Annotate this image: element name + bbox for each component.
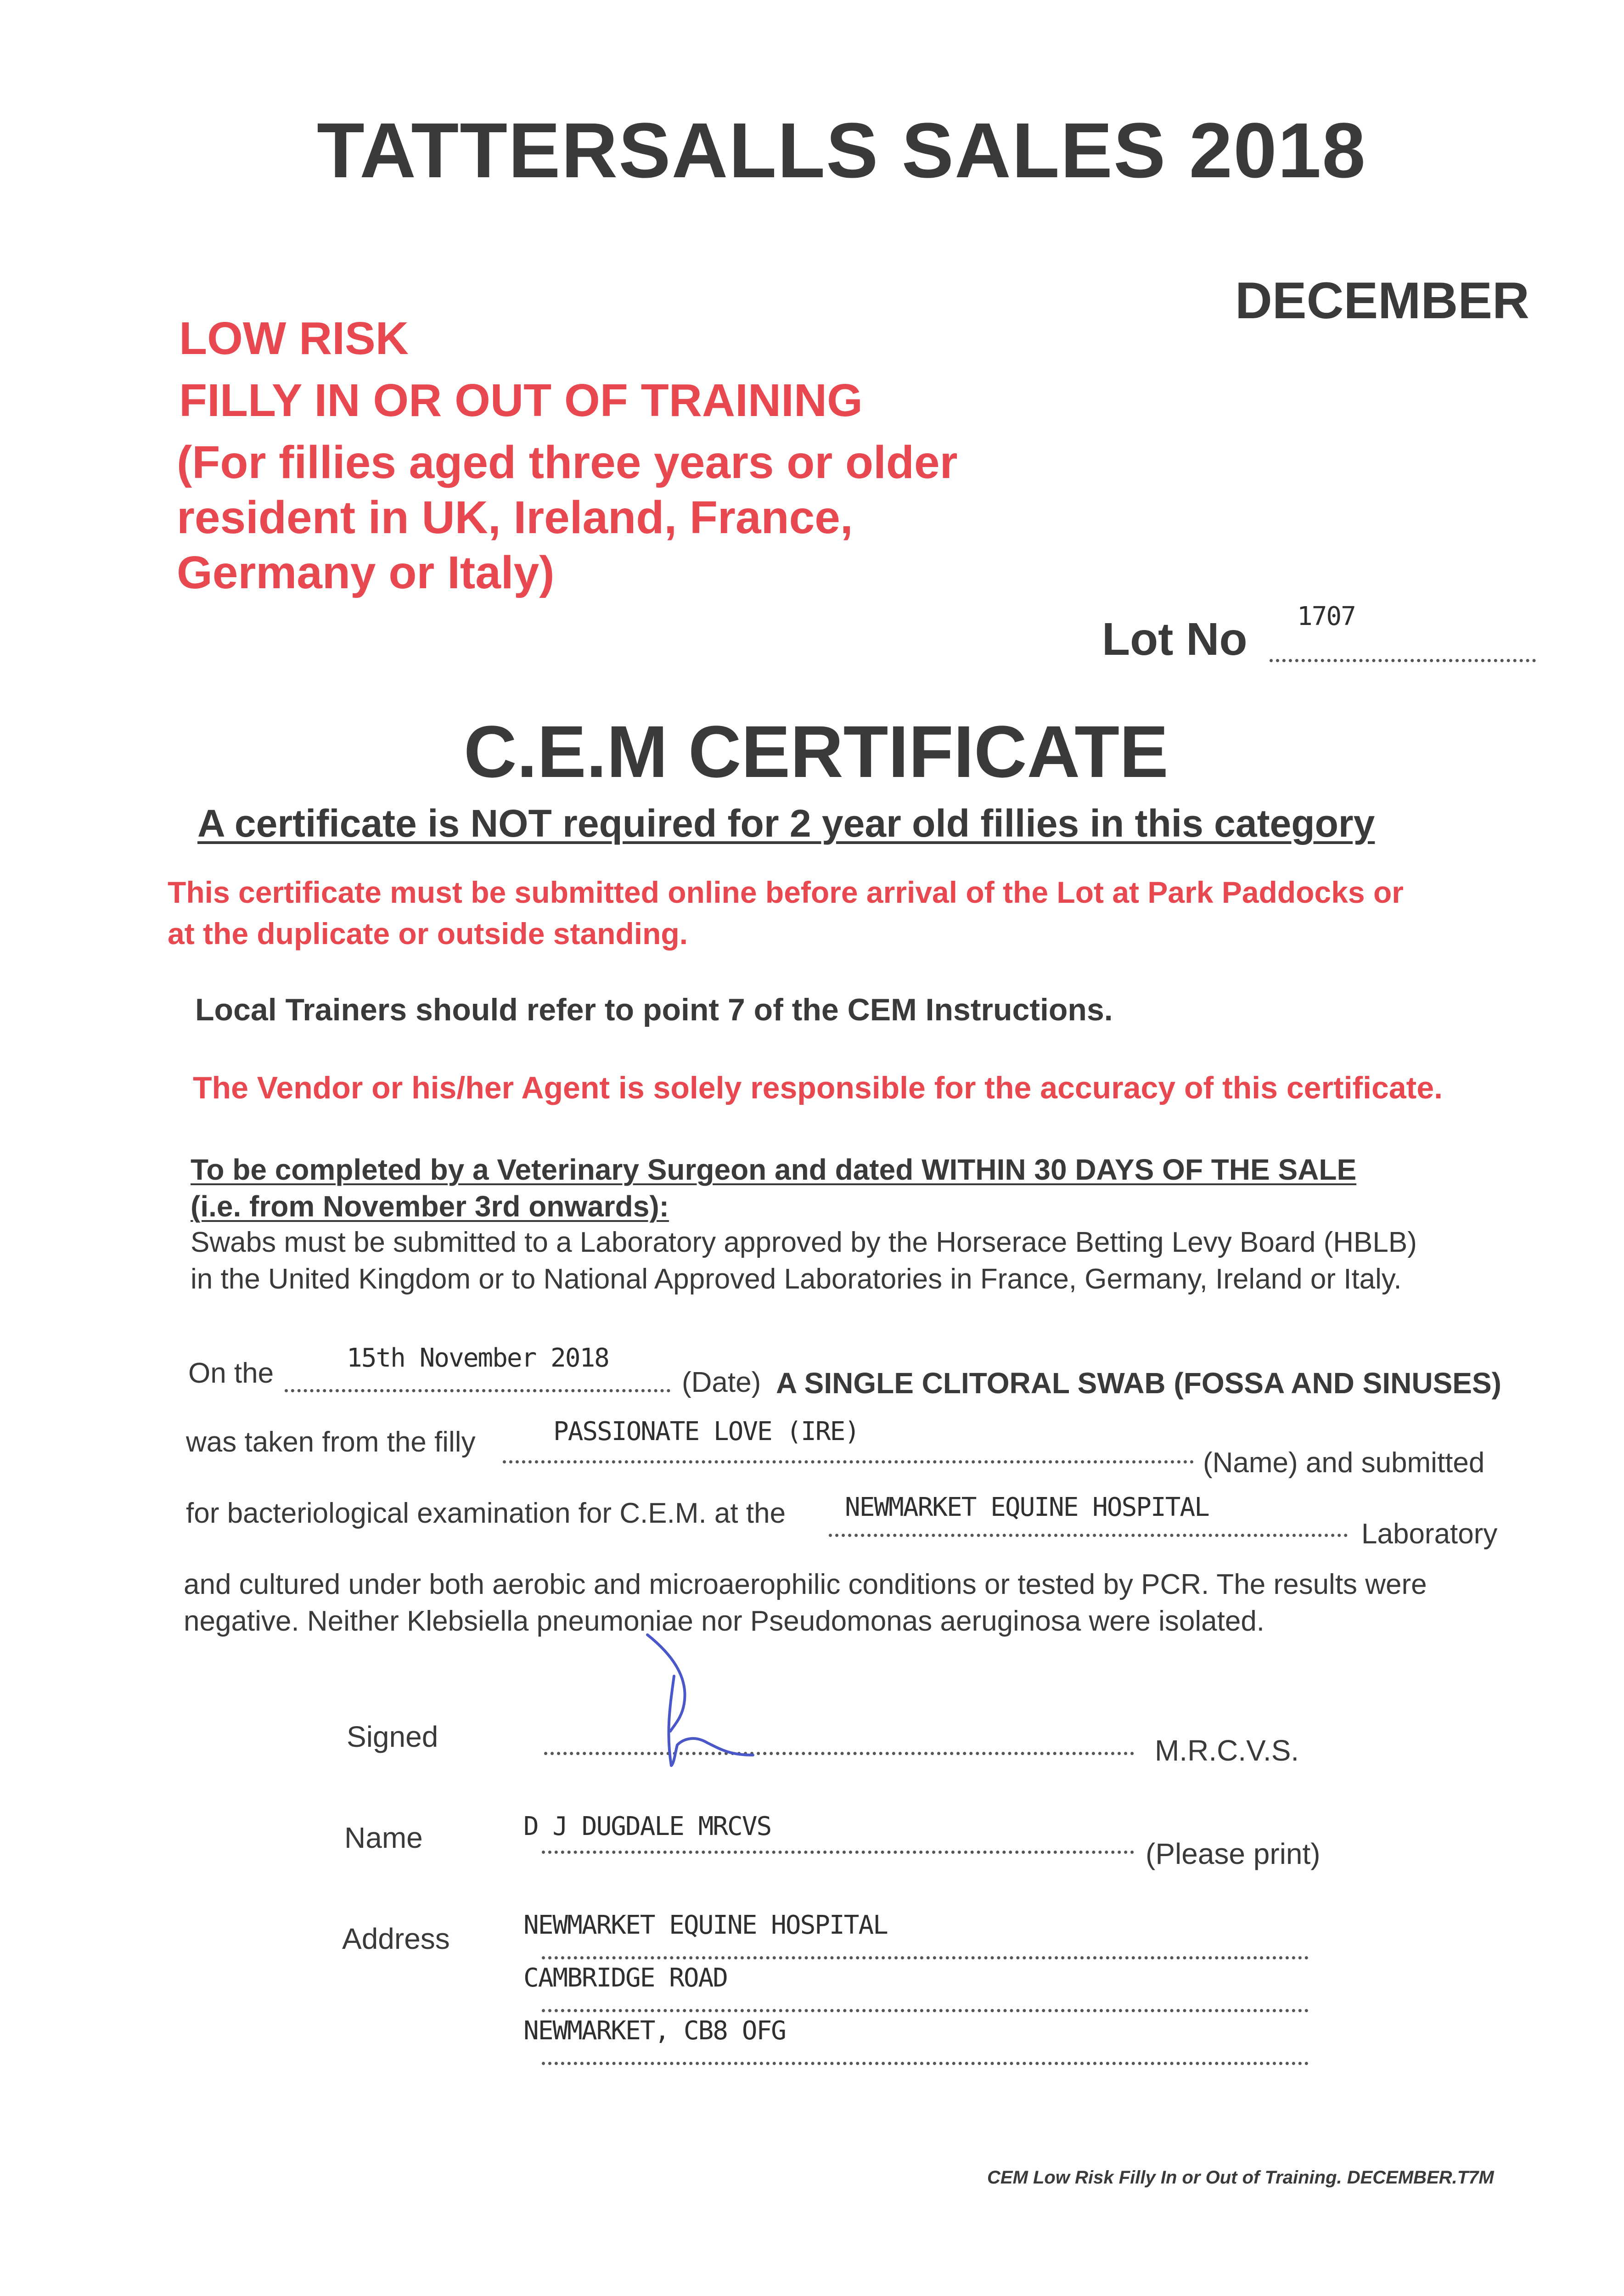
swab-date-value: 15th November 2018 bbox=[347, 1343, 609, 1373]
name-suffix: (Name) and submitted bbox=[1203, 1447, 1485, 1479]
address-dotted-line-3 bbox=[542, 2062, 1309, 2065]
swab-description: A SINGLE CLITORAL SWAB (FOSSA AND SINUSES) bbox=[776, 1367, 1501, 1400]
category-line-4: resident in UK, Ireland, France, bbox=[177, 492, 853, 543]
address-line-3: NEWMARKET, CB8 OFG bbox=[523, 2016, 786, 2046]
bacteriological-label: for bacteriological examination for C.E.M. at the bbox=[186, 1497, 786, 1529]
taken-from-label: was taken from the filly bbox=[186, 1426, 476, 1458]
results-line-1: and cultured under both aerobic and microaerophilic conditions or tested by PCR. The results were bbox=[184, 1569, 1427, 1600]
certificate-title: C.E.M CERTIFICATE bbox=[464, 710, 1169, 793]
address-label: Address bbox=[342, 1922, 450, 1955]
category-line-2: FILLY IN OR OUT OF TRAINING bbox=[179, 375, 863, 426]
laboratory-suffix: Laboratory bbox=[1361, 1518, 1498, 1550]
not-required-notice: A certificate is NOT required for 2 year old fillies in this category bbox=[197, 802, 1375, 845]
name-label: Name bbox=[344, 1821, 423, 1854]
handwritten-signature bbox=[615, 1626, 790, 1782]
laboratory-value: NEWMARKET EQUINE HOSPITAL bbox=[845, 1492, 1209, 1522]
sale-month: DECEMBER bbox=[1235, 272, 1529, 329]
address-line-2: CAMBRIDGE ROAD bbox=[523, 1963, 728, 1993]
instructions-heading-2: (i.e. from November 3rd onwards): bbox=[191, 1190, 669, 1223]
filly-name-value: PASSIONATE LOVE (IRE) bbox=[553, 1417, 860, 1446]
results-line-2: negative. Neither Klebsiella pneumoniae nor Pseudomonas aeruginosa were isolated. bbox=[184, 1605, 1265, 1637]
local-trainers-note: Local Trainers should refer to point 7 of the CEM Instructions. bbox=[195, 992, 1113, 1027]
filly-name-dotted-line bbox=[503, 1460, 1194, 1463]
name-dotted-line bbox=[542, 1851, 1134, 1854]
instructions-heading-1: To be completed by a Veterinary Surgeon and dated WITHIN 30 DAYS OF THE SALE bbox=[191, 1153, 1357, 1186]
vendor-responsibility-notice: The Vendor or his/her Agent is solely responsible for the accuracy of this certificate. bbox=[193, 1070, 1443, 1105]
lot-label: Lot No bbox=[1102, 613, 1248, 665]
laboratory-dotted-line bbox=[829, 1534, 1348, 1537]
submit-notice-line-2: at the duplicate or outside standing. bbox=[168, 917, 688, 951]
category-line-1: LOW RISK bbox=[179, 313, 409, 364]
on-the-label: On the bbox=[188, 1357, 274, 1389]
submit-notice-line-1: This certificate must be submitted online before arrival of the Lot at Park Paddocks or bbox=[168, 875, 1404, 909]
footer-reference: CEM Low Risk Filly In or Out of Training. DECEMBER.T7M bbox=[987, 2167, 1494, 2188]
vet-name-value: D J DUGDALE MRCVS bbox=[523, 1812, 771, 1841]
category-line-3: (For fillies aged three years or older bbox=[177, 437, 958, 488]
swabs-line-2: in the United Kingdom or to National Approved Laboratories in France, Germany, Ireland or Italy. bbox=[191, 1263, 1402, 1295]
lot-dotted-line bbox=[1270, 659, 1536, 662]
swabs-line-1: Swabs must be submitted to a Laboratory approved by the Horserace Betting Levy Board (HBLB) bbox=[191, 1227, 1417, 1258]
address-dotted-line-2 bbox=[542, 2009, 1309, 2012]
please-print-label: (Please print) bbox=[1146, 1837, 1321, 1870]
date-suffix: (Date) bbox=[682, 1367, 761, 1398]
signed-label: Signed bbox=[347, 1720, 438, 1753]
date-dotted-line bbox=[285, 1389, 670, 1392]
mrcvs-label: M.R.C.V.S. bbox=[1155, 1734, 1299, 1767]
address-line-1: NEWMARKET EQUINE HOSPITAL bbox=[523, 1910, 888, 1940]
lot-value: 1707 bbox=[1297, 602, 1355, 631]
page-title: TATTERSALLS SALES 2018 bbox=[317, 107, 1366, 194]
category-line-5: Germany or Italy) bbox=[177, 547, 555, 598]
address-dotted-line-1 bbox=[542, 1956, 1309, 1959]
